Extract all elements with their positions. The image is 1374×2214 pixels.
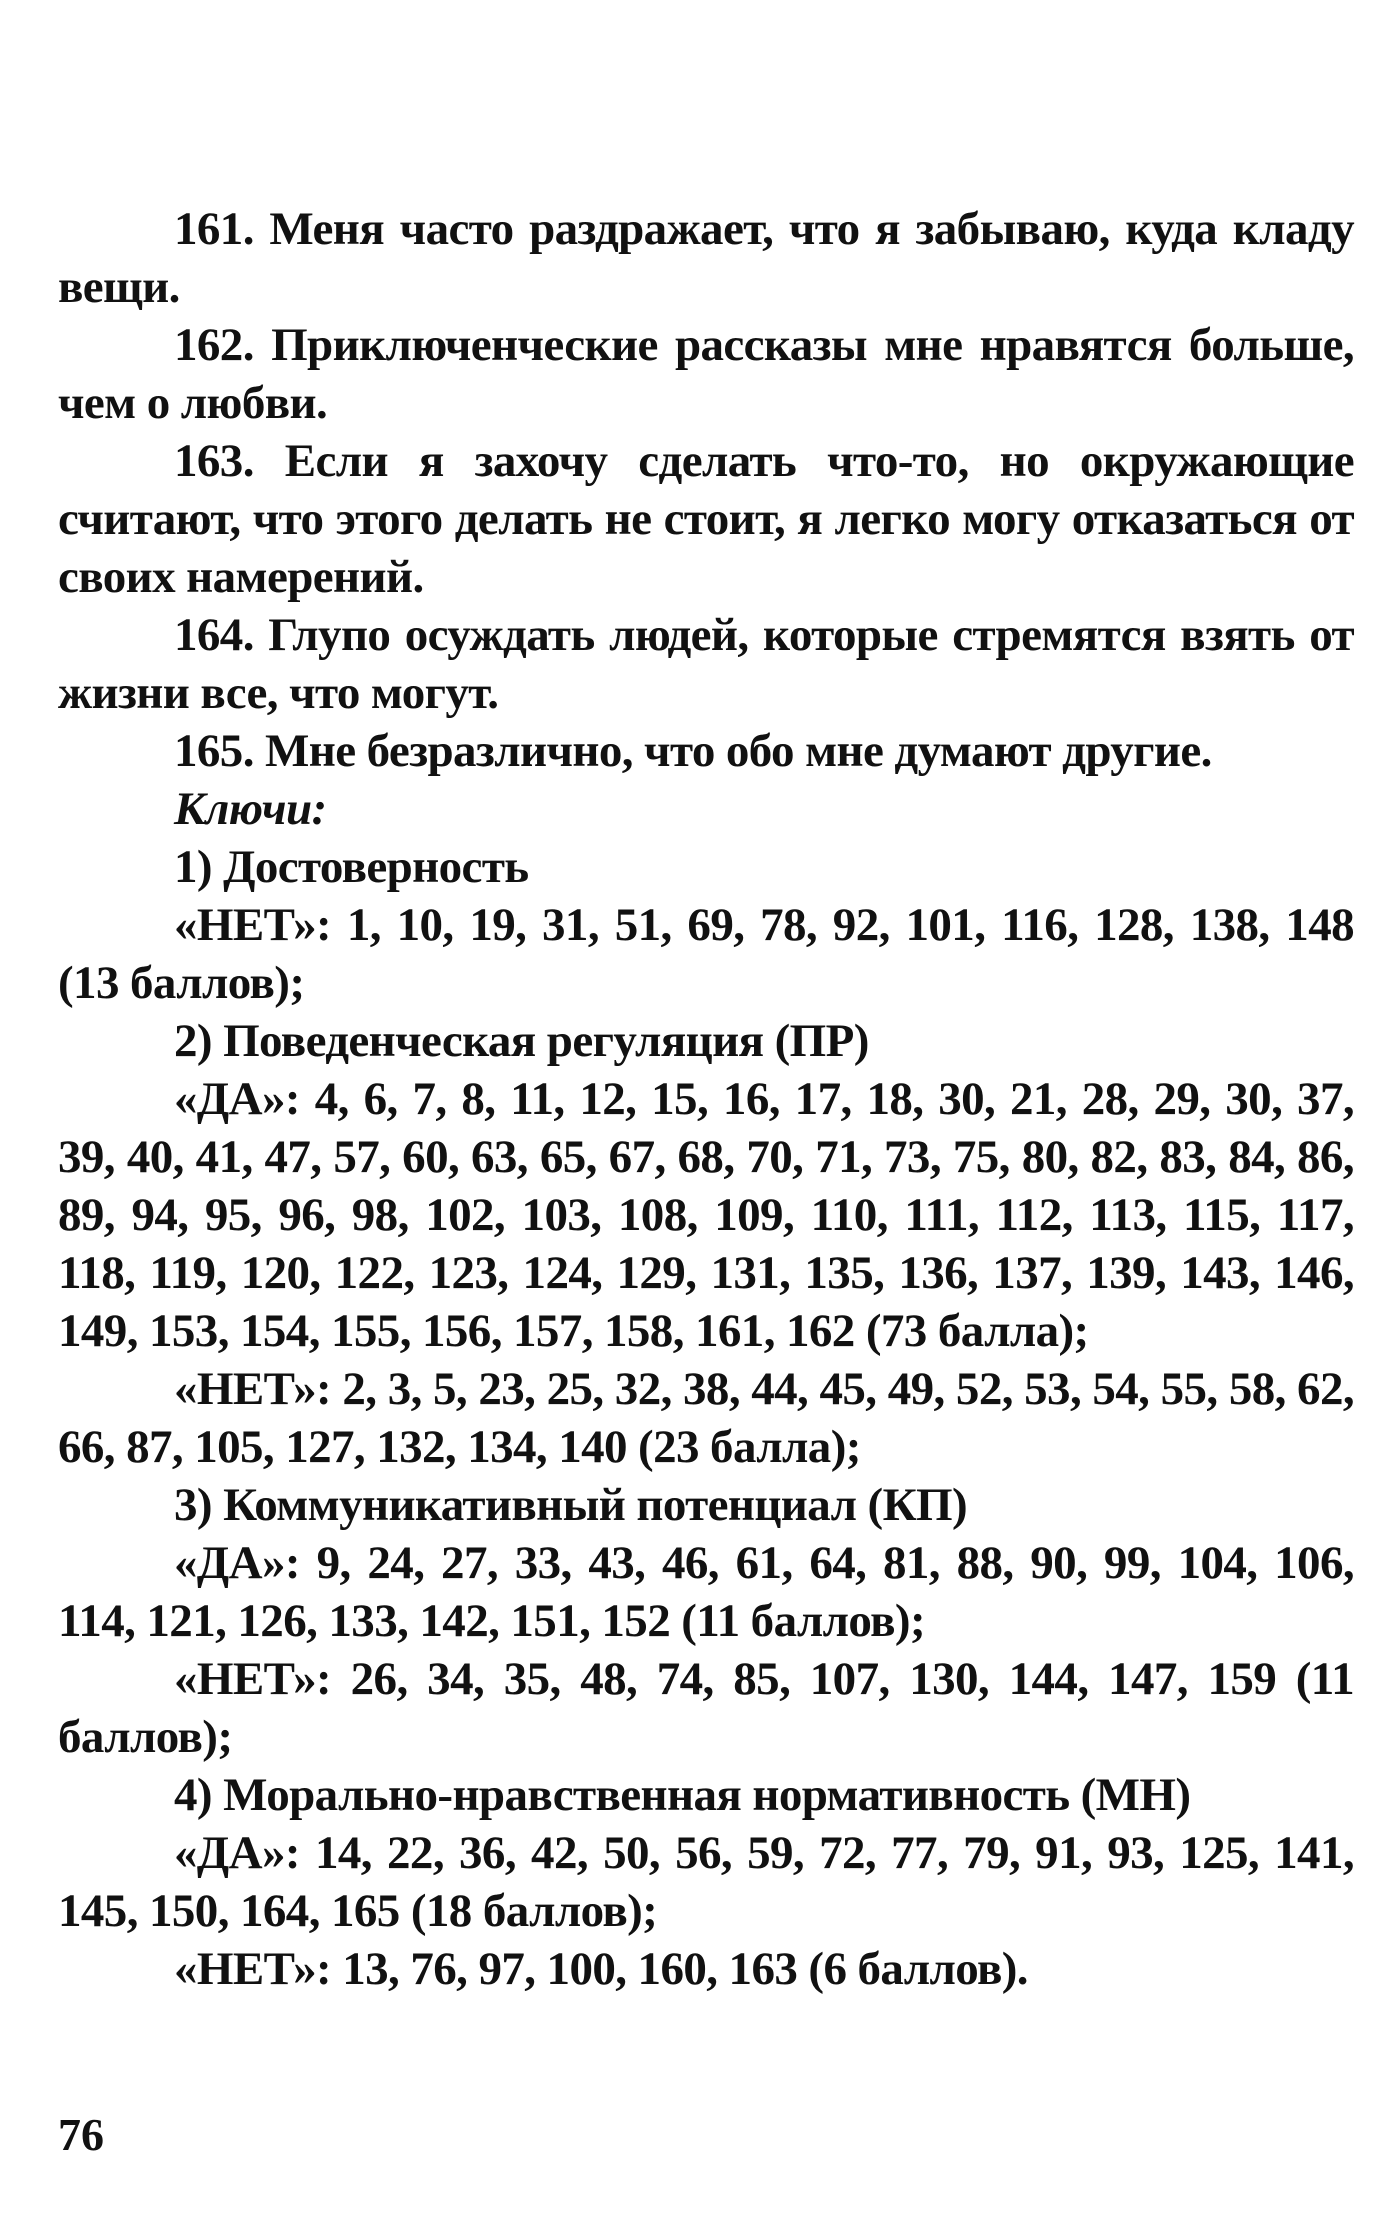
scale-2-yes: «ДА»: 4, 6, 7, 8, 11, 12, 15, 16, 17, 18, 30, 21, 28, 29, 30, 37, 39, 40, 41, 47, 57, 60, 63, 65, 67, 68, 70, 71, 73, 75, 80, 82, 83, 84, 86, 89, 94, 95, 96, 98, 102, 103, 108, 109, 110, 111, 112, 113, 115, 117, 118, 119, 120, 122, 123, 124, 129, 131, 135, 136, 137, 139, 143, 146, 149, 153, 154, 155, 156, 157, 158, 161, 162 (73 балла);	[58, 1073, 1354, 1357]
scale-3-no: «НЕТ»: 26, 34, 35, 48, 74, 85, 107, 130, 144, 147, 159 (11 баллов);	[58, 1653, 1354, 1763]
page-number: 76	[58, 2109, 104, 2160]
page-body	[58, 200, 1354, 1998]
keys-heading: Ключи:	[174, 783, 327, 835]
scale-4-no: «НЕТ»: 13, 76, 97, 100, 160, 163 (6 баллов).	[174, 1943, 1028, 1995]
item-165: 165. Мне безразлично, что обо мне думают другие.	[174, 725, 1212, 777]
scale-4-title: 4) Морально-нравственная нормативность (МН)	[174, 1769, 1191, 1821]
scale-1-title: 1) Достоверность	[174, 841, 529, 893]
item-164: 164. Глупо осуждать людей, которые стремятся взять от жизни все, что могут.	[58, 609, 1354, 719]
scale-3-yes: «ДА»: 9, 24, 27, 33, 43, 46, 61, 64, 81, 88, 90, 99, 104, 106, 114, 121, 126, 133, 142, 151, 152 (11 баллов);	[58, 1537, 1354, 1647]
scale-2-title: 2) Поведенческая регуляция (ПР)	[174, 1015, 869, 1067]
scale-4-yes: «ДА»: 14, 22, 36, 42, 50, 56, 59, 72, 77, 79, 91, 93, 125, 141, 145, 150, 164, 165 (18 баллов);	[58, 1827, 1354, 1937]
item-161: 161. Меня часто раздражает, что я забываю, куда кладу вещи.	[58, 203, 1354, 313]
scale-2-no: «НЕТ»: 2, 3, 5, 23, 25, 32, 38, 44, 45, 49, 52, 53, 54, 55, 58, 62, 66, 87, 105, 127, 132, 134, 140 (23 балла);	[58, 1363, 1354, 1473]
item-162: 162. Приключенческие рассказы мне нравятся больше, чем о любви.	[58, 319, 1354, 429]
scale-1-no: «НЕТ»: 1, 10, 19, 31, 51, 69, 78, 92, 101, 116, 128, 138, 148 (13 баллов);	[58, 899, 1354, 1009]
scale-3-title: 3) Коммуникативный потенциал (КП)	[174, 1479, 968, 1531]
item-163: 163. Если я захочу сделать что-то, но окружающие считают, что этого делать не стоит, я легко могу отказаться от своих намерений.	[58, 435, 1354, 603]
